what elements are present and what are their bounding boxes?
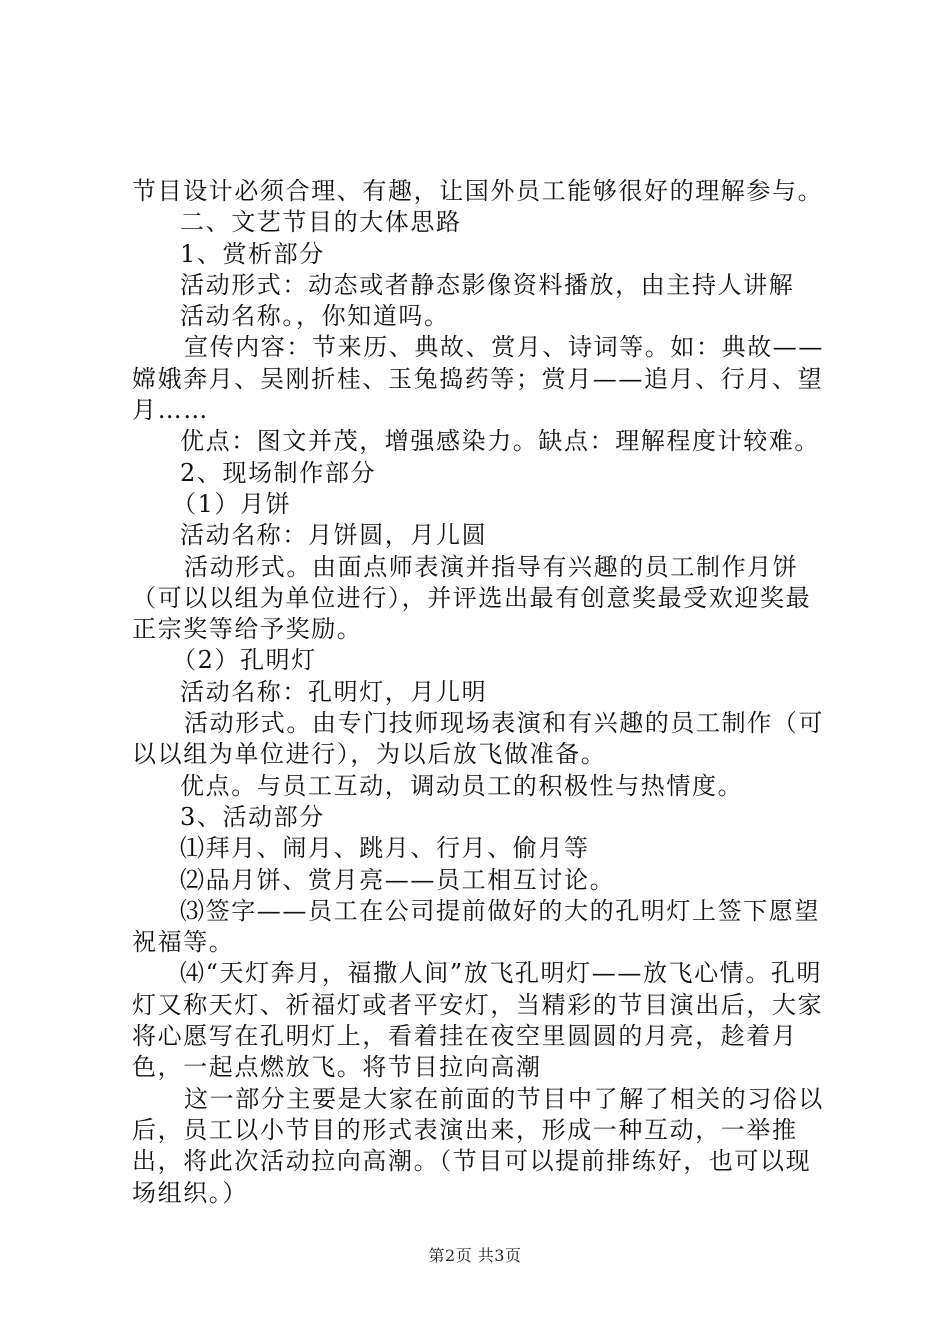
section-heading-2: 二、文艺节目的大体思路 — [180, 208, 462, 237]
paragraph-summary: 这一部分主要是大家在前面的节目中了解了相关的习俗以后，员工以小节目的形式表演出来，形成一种互动，一举推出，将此次活动拉向高潮。（节目可以提前排练好，也可以现场组织。） — [132, 1084, 824, 1207]
list-item-2: ⑵品月饼、赏月亮——员工相互讨论。 — [180, 865, 616, 894]
subsection-heading-appreciation: 1、赏析部分 — [180, 239, 325, 268]
paragraph-mooncake-form: 活动形式。由面点师表演并指导有兴趣的员工制作月饼（可以以组为单位进行），并评选出最有创意奖最受欢迎奖最正宗奖等给予奖励。 — [132, 552, 812, 644]
paragraph-mooncake-name: 活动名称：月饼圆，月儿圆 — [180, 521, 488, 550]
list-item-3: ⑶签字——员工在公司提前做好的大的孔明灯上签下愿望祝福等。 — [132, 896, 820, 957]
list-item-1: ⑴拜月、闹月、跳月、行月、偷月等 — [180, 834, 590, 863]
item-heading-lantern: （2）孔明灯 — [172, 646, 317, 675]
subsection-heading-activities: 3、活动部分 — [180, 802, 325, 831]
paragraph-activity-name: 活动名称。，你知道吗。 — [180, 302, 450, 331]
page-footer: 第2页 共3页 — [428, 1246, 522, 1265]
paragraph-lantern-form: 活动形式。由专门技师现场表演和有兴趣的员工制作（可以以组为单位进行），为以后放飞做准备。 — [132, 709, 824, 769]
paragraph-activity-form: 活动形式：动态或者静态影像资料播放，由主持人讲解 — [180, 270, 795, 299]
paragraph-lantern-name: 活动名称：孔明灯，月儿明 — [180, 677, 488, 706]
paragraph-intro: 节目设计必须合理、有趣，让国外员工能够很好的理解参与。 — [132, 177, 824, 205]
paragraph-pros-cons: 优点：图文并茂，增强感染力。缺点：理解程度计较难。 — [180, 427, 820, 456]
item-heading-mooncake: （1）月饼 — [172, 489, 292, 518]
subsection-heading-onsite: 2、现场制作部分 — [180, 458, 377, 487]
list-item-4: ⑷“天灯奔月，福撒人间”放飞孔明灯——放飞心情。孔明灯又称天灯、祈福灯或者平安灯，当精彩的节目演出后，大家将心愿写在孔明灯上，看着挂在夜空里圆圆的月亮，趁着月色，一起点燃放飞。将节目拉向高潮 — [132, 959, 824, 1082]
paragraph-lantern-pros: 优点。与员工互动，调动员工的积极性与热情度。 — [180, 771, 744, 800]
paragraph-promo-content: 宣传内容：节来历、典故、赏月、诗词等。如：典故——嫦娥奔月、吴刚折桂、玉兔捣药等；赏月——追月、行月、望月…… — [132, 333, 824, 425]
document-body — [132, 176, 832, 1209]
